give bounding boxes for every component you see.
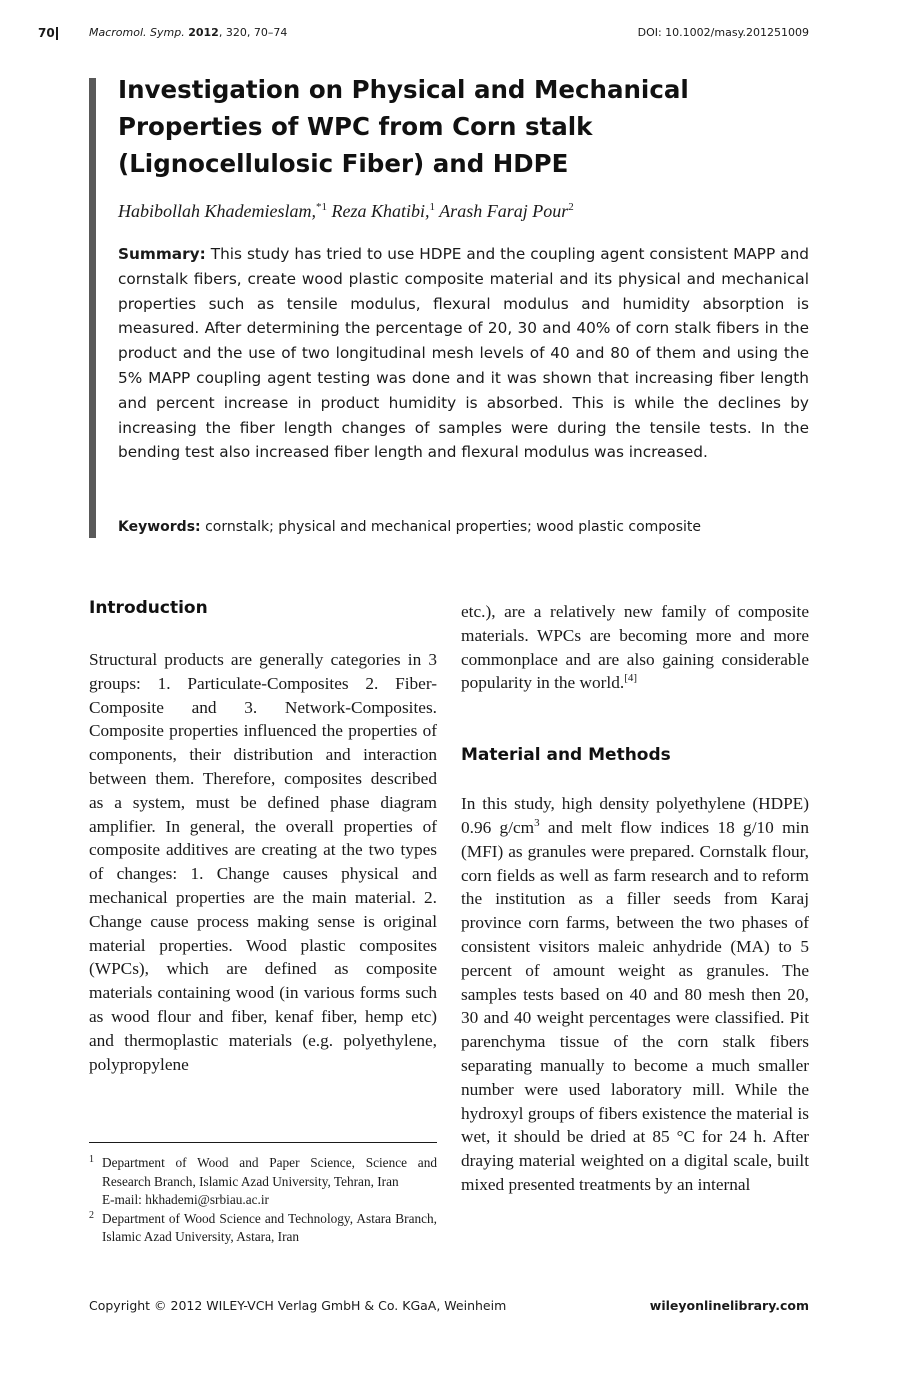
author-name: Habibollah Khademieslam, bbox=[118, 201, 316, 221]
journal-year: 2012 bbox=[188, 26, 219, 39]
page-number-divider bbox=[56, 27, 58, 40]
footnote-text: Department of Wood Science and Technology, Astara Branch, Islamic Azad University, Astara, Iran bbox=[102, 1210, 437, 1245]
author-name: Reza Khatibi, bbox=[331, 201, 430, 221]
footnote bbox=[89, 1210, 437, 1247]
summary-text: This study has tried to use HDPE and the coupling agent consistent MAPP and cornstalk fibers, create wood plastic composite material and its physical and mechanical properties such as tensile modulus, flexural modulus and humidity absorption is measured. After determining the percentage of 20, 30 and 40% of corn stalk fibers in the product and the use of two longitudinal mesh levels of 40 and 80 of them and using the 5% MAPP coupling agent testing was done and it was shown that increasing fiber length and percent increase in product humidity is absorbed. This is while the declines by increasing the fiber length changes of samples were during the tensile tests. In the bending test also increased fiber length and flexural modulus was increased. bbox=[118, 245, 809, 462]
page-header bbox=[0, 26, 904, 44]
journal-citation bbox=[89, 26, 287, 39]
keywords bbox=[118, 516, 809, 538]
introduction-continued-paragraph bbox=[461, 600, 809, 695]
publisher-website: wileyonlinelibrary.com bbox=[649, 1298, 809, 1313]
footnote-text: Department of Wood and Paper Science, Science and Research Branch, Islamic Azad University, Tehran, Iran bbox=[102, 1155, 437, 1189]
doi: DOI: 10.1002/masy.201251009 bbox=[637, 26, 809, 39]
journal-issue: , 320, 70–74 bbox=[218, 26, 288, 39]
keywords-text: cornstalk; physical and mechanical properties; wood plastic composite bbox=[205, 519, 702, 535]
author-affiliation-mark: *1 bbox=[316, 201, 327, 213]
methods-superscript: 3 bbox=[534, 816, 540, 829]
left-column bbox=[89, 596, 437, 1076]
author-name: Arash Faraj Pour bbox=[439, 201, 569, 221]
methods-paragraph bbox=[461, 792, 809, 1197]
author-affiliation-mark: 2 bbox=[568, 201, 574, 213]
keywords-label: Keywords: bbox=[118, 519, 201, 535]
copyright-notice: Copyright © 2012 WILEY-VCH Verlag GmbH & Co. KGaA, Weinheim bbox=[89, 1298, 507, 1313]
citation-reference: [4] bbox=[624, 672, 638, 685]
article-title: Investigation on Physical and Mechanical Properties of WPC from Corn stalk (Lignocellulosic Fiber) and HDPE bbox=[118, 75, 689, 178]
footnote-mark: 1 bbox=[89, 1154, 94, 1165]
footnote-mark: 2 bbox=[89, 1209, 94, 1221]
introduction-continued-text: etc.), are a relatively new family of composite materials. WPCs are becoming more and more commonplace and are also gaining considerable popularity in the world. bbox=[461, 602, 809, 693]
footnote-rule bbox=[89, 1142, 437, 1143]
section-heading-material-and-methods: Material and Methods bbox=[461, 745, 671, 766]
footnotes bbox=[89, 1154, 437, 1247]
right-column bbox=[461, 600, 809, 1197]
journal-name: Macromol. Symp. bbox=[89, 26, 185, 39]
author-affiliation-mark: 1 bbox=[429, 201, 435, 213]
introduction-paragraph: Structural products are generally categories in 3 groups: 1. Particulate-Composites 2. Fiber-Composite and 3. Network-Composites. Composite properties influenced the properties of components, their distribution and interaction between them. Therefore, composites described as a system, must be defined phase diagram amplifier. In general, the overall properties of composite additives are creating at the two types of changes: 1. Change causes physical and mechanical properties are the main material. 2. Change cause process making sense is original material properties. Wood plastic composites (WPCs), which are defined as composite materials containing wood (in various forms such as wood flour and fiber, kenaf fiber, hemp etc) and thermoplastic materials (e.g. polyethylene, polypropylene bbox=[89, 650, 437, 1074]
abstract-side-bar bbox=[89, 78, 96, 538]
summary bbox=[118, 242, 809, 465]
author-list bbox=[118, 198, 808, 224]
summary-label: Summary: bbox=[118, 245, 206, 263]
footnote bbox=[89, 1154, 437, 1210]
section-heading-introduction: Introduction bbox=[89, 598, 208, 618]
methods-text: and melt flow indices 18 g/10 min (MFI) as granules were prepared. Cornstalk flour, corn fields as well as farm research and to reform the institution as a filler seeds from Karaj province corn farms, between the two phases of consistent visitors maleic anhydride (MA) to 5 percent of amount weight as granules. The samples tests based on 40 and 80 mesh then 20, 30 and 40 weight percentages were classified. Pit parenchyma tissue of the corn stalk fibers separating manually to become a much smaller number were used laboratory mill. While the hydroxyl groups of fibers existence the material is wet, it should be dried at 85 °C for 24 h. After draying material weighted on a digital scale, built mixed presented treatments by an internal bbox=[461, 817, 809, 1194]
page-number: 70 bbox=[38, 26, 55, 40]
footnote-email: E-mail: hkhademi@srbiau.ac.ir bbox=[102, 1192, 269, 1208]
methods-text: In this study, high density polyethylene (HDPE) 0.96 g/cm bbox=[461, 794, 809, 837]
